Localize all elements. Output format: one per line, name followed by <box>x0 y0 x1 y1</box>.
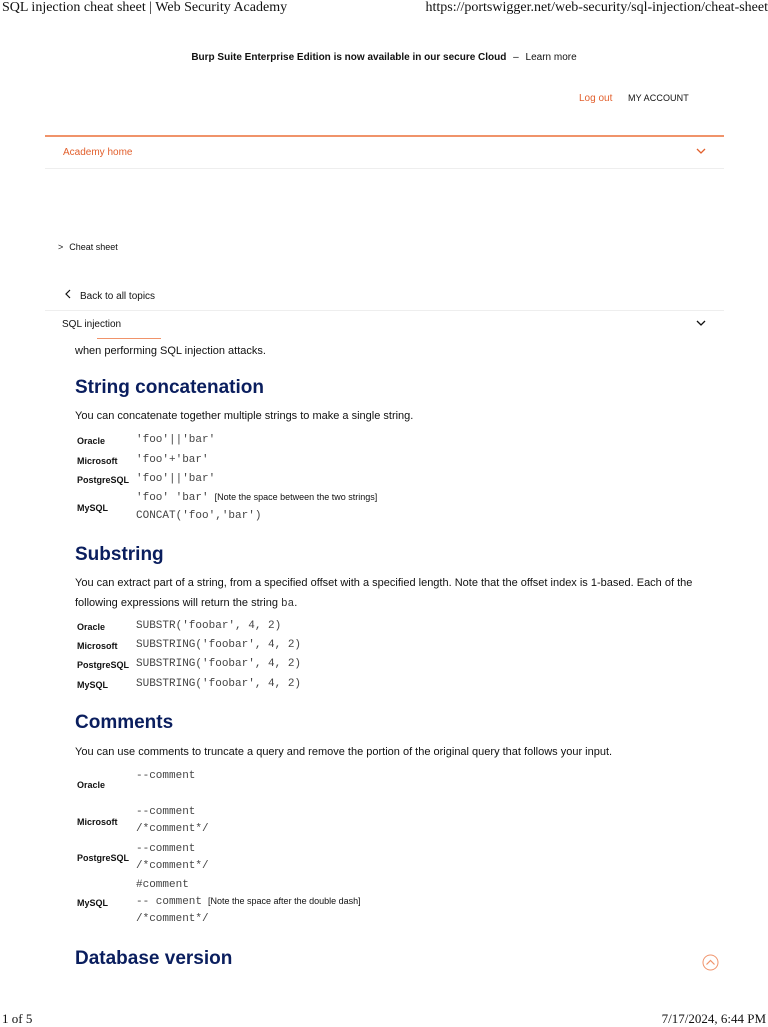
code-snippet: --comment <box>136 806 196 818</box>
code-snippet: SUBSTRING('foobar', 4, 2) <box>136 639 302 651</box>
db-label-mysql: MySQL <box>77 898 109 908</box>
code-note: [Note the space after the double dash] <box>208 896 361 906</box>
code-snippet-text: -- comment <box>136 896 203 908</box>
heading-string-concatenation: String concatenation <box>75 377 264 398</box>
promo-banner-text: Burp Suite Enterprise Edition is now available in our secure Cloud <box>191 52 507 63</box>
code-snippet: 'foo'||'bar' <box>136 434 216 446</box>
topic-selector[interactable]: SQL injection <box>62 319 122 330</box>
intro-text: when performing SQL injection attacks. <box>75 345 266 357</box>
code-snippet: CONCAT('foo','bar') <box>136 510 262 522</box>
db-label-oracle: Oracle <box>77 780 106 790</box>
code-snippet <box>136 896 361 908</box>
db-label-oracle: Oracle <box>77 436 106 446</box>
print-header-url: https://portswigger.net/web-security/sql-injection/cheat-sheet <box>425 0 768 15</box>
scroll-to-top-icon[interactable] <box>702 954 719 971</box>
code-snippet: #comment <box>136 879 189 891</box>
code-snippet: SUBSTRING('foobar', 4, 2) <box>136 658 302 670</box>
code-snippet: /*comment*/ <box>136 913 209 925</box>
heading-database-version: Database version <box>75 948 233 969</box>
code-snippet-text: 'foo' 'bar' <box>136 492 209 504</box>
nav-divider <box>45 135 724 137</box>
code-snippet: SUBSTR('foobar', 4, 2) <box>136 620 282 632</box>
print-header-title: SQL injection cheat sheet | Web Security Academy <box>2 0 288 15</box>
code-snippet: /*comment*/ <box>136 823 209 835</box>
code-note: [Note the space between the two strings] <box>214 492 378 502</box>
db-label-microsoft: Microsoft <box>77 817 118 827</box>
db-label-oracle: Oracle <box>77 622 106 632</box>
db-label-mysql: MySQL <box>77 680 109 690</box>
db-label-microsoft: Microsoft <box>77 641 118 651</box>
substring-desc-end: . <box>294 597 298 609</box>
breadcrumb-separator: > <box>58 242 64 252</box>
chevron-down-icon[interactable] <box>695 146 707 156</box>
db-label-postgresql: PostgreSQL <box>77 853 130 863</box>
back-divider <box>45 310 724 311</box>
heading-substring: Substring <box>75 544 164 565</box>
topic-underline <box>97 338 161 339</box>
code-snippet: /*comment*/ <box>136 860 209 872</box>
substring-description <box>75 573 695 614</box>
heading-comments: Comments <box>75 712 174 733</box>
db-label-postgresql: PostgreSQL <box>77 475 130 485</box>
comments-description: You can use comments to truncate a query and remove the portion of the original query that follows your input. <box>75 746 613 758</box>
code-snippet: SUBSTRING('foobar', 4, 2) <box>136 678 302 690</box>
concat-description: You can concatenate together multiple strings to make a single string. <box>75 410 414 422</box>
db-label-mysql: MySQL <box>77 503 109 513</box>
code-snippet: --comment <box>136 770 196 782</box>
print-footer-date: 7/17/2024, 6:44 PM <box>661 1011 766 1026</box>
learn-more-link[interactable]: Learn more <box>525 52 577 63</box>
academy-home-link[interactable]: Academy home <box>63 147 133 158</box>
promo-banner-dash: – <box>513 52 519 63</box>
logout-link[interactable]: Log out <box>579 93 613 104</box>
back-to-topics-label: Back to all topics <box>80 291 156 302</box>
code-snippet <box>136 492 377 504</box>
back-to-topics-link[interactable] <box>64 289 155 302</box>
code-snippet: --comment <box>136 843 196 855</box>
substring-desc-line2: following expressions will return the string <box>75 597 278 609</box>
chevron-left-icon <box>64 289 74 299</box>
promo-banner <box>0 52 768 63</box>
db-label-postgresql: PostgreSQL <box>77 660 130 670</box>
academy-nav-row <box>45 138 724 169</box>
inline-code: ba <box>281 598 295 610</box>
breadcrumb <box>58 242 118 252</box>
code-snippet: 'foo'||'bar' <box>136 473 216 485</box>
my-account-link[interactable]: MY ACCOUNT <box>628 93 689 103</box>
print-footer-page: 1 of 5 <box>2 1011 33 1026</box>
breadcrumb-cheat-sheet[interactable]: Cheat sheet <box>69 242 118 252</box>
chevron-down-icon[interactable] <box>695 318 707 328</box>
db-label-microsoft: Microsoft <box>77 456 118 466</box>
substring-desc-line1: You can extract part of a string, from a specified offset with a specified length. Note that the offset index is 1-based. Each of the <box>75 577 693 589</box>
code-snippet: 'foo'+'bar' <box>136 454 209 466</box>
